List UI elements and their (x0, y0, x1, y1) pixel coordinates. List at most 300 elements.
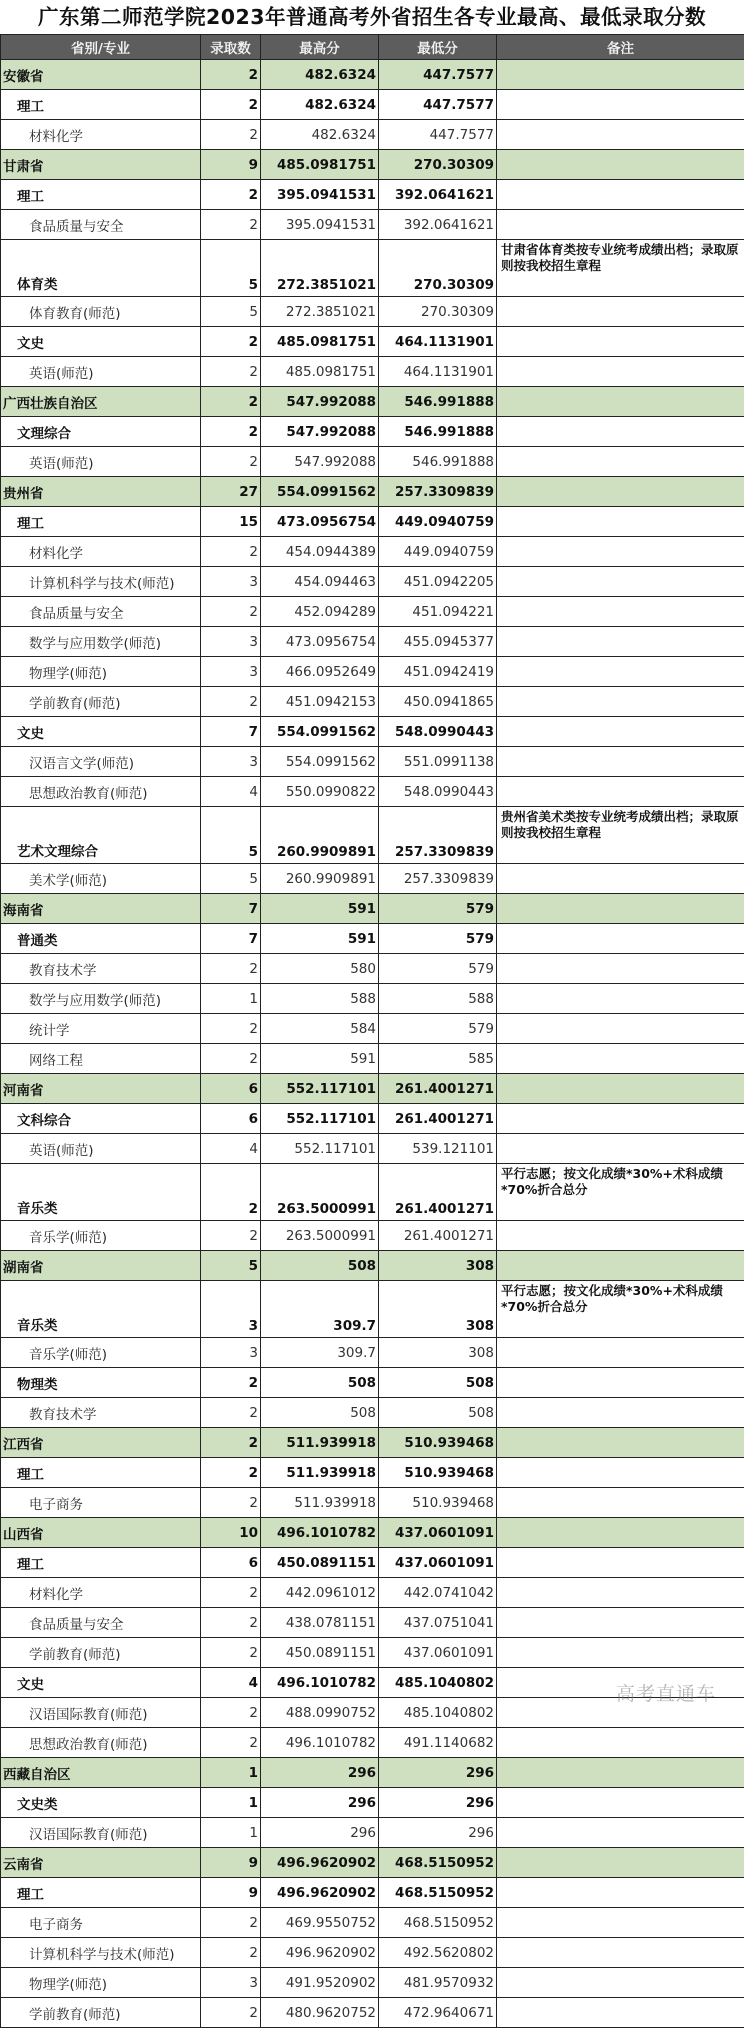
major-row (1, 1044, 744, 1074)
row-name-cell: 物理学(师范) (1, 1968, 201, 1998)
row-name-cell: 材料化学 (1, 537, 201, 567)
row-max-score-cell: 554.0991562 (261, 747, 379, 777)
row-max-score-cell: 485.0981751 (261, 357, 379, 387)
major-row (1, 627, 744, 657)
major-row (1, 1728, 744, 1758)
row-count-cell: 3 (201, 1338, 261, 1368)
row-name-cell: 食品质量与安全 (1, 1608, 201, 1638)
row-min-score-cell: 510.939468 (379, 1458, 497, 1488)
row-min-score-cell: 508 (379, 1368, 497, 1398)
row-count-cell: 2 (201, 1221, 261, 1251)
row-count-cell: 5 (201, 1251, 261, 1281)
row-count-cell: 2 (201, 1488, 261, 1518)
row-remark-cell (497, 447, 744, 477)
row-min-score-cell: 261.4001271 (379, 1074, 497, 1104)
row-name-cell: 物理学(师范) (1, 657, 201, 687)
row-name-cell: 湖南省 (1, 1251, 201, 1281)
row-max-score-cell: 482.6324 (261, 120, 379, 150)
row-remark-cell (497, 180, 744, 210)
row-remark-cell: 平行志愿；按文化成绩*30%+术科成绩*70%折合总分 (497, 1281, 744, 1338)
row-name-cell: 食品质量与安全 (1, 210, 201, 240)
row-count-cell: 2 (201, 90, 261, 120)
row-name-cell: 音乐类 (1, 1164, 201, 1221)
row-remark-cell (497, 1104, 744, 1134)
row-name-cell: 贵州省 (1, 477, 201, 507)
row-min-score-cell: 449.0940759 (379, 507, 497, 537)
row-name-cell: 汉语国际教育(师范) (1, 1698, 201, 1728)
row-min-score-cell: 451.0942205 (379, 567, 497, 597)
row-remark-cell (497, 1968, 744, 1998)
province-row (1, 894, 744, 924)
major-row (1, 537, 744, 567)
row-remark-cell (497, 1818, 744, 1848)
major-row (1, 447, 744, 477)
row-min-score-cell: 464.1131901 (379, 357, 497, 387)
row-count-cell: 2 (201, 1428, 261, 1458)
row-max-score-cell: 482.6324 (261, 90, 379, 120)
row-max-score-cell: 584 (261, 1014, 379, 1044)
row-min-score-cell: 510.939468 (379, 1428, 497, 1458)
row-count-cell: 2 (201, 1044, 261, 1074)
row-count-cell: 2 (201, 1164, 261, 1221)
page-title: 广东第二师范学院2023年普通高考外省招生各专业最高、最低录取分数 (0, 0, 744, 34)
category-row (1, 507, 744, 537)
row-min-score-cell: 270.30309 (379, 297, 497, 327)
row-remark-cell (497, 477, 744, 507)
row-max-score-cell: 496.9620902 (261, 1848, 379, 1878)
province-row (1, 1074, 744, 1104)
row-max-score-cell: 469.9550752 (261, 1908, 379, 1938)
row-remark-cell (497, 1908, 744, 1938)
major-row (1, 1968, 744, 1998)
row-min-score-cell: 296 (379, 1788, 497, 1818)
province-row (1, 1518, 744, 1548)
row-min-score-cell: 270.30309 (379, 240, 497, 297)
row-count-cell: 2 (201, 1938, 261, 1968)
row-count-cell: 2 (201, 1698, 261, 1728)
row-remark-cell (497, 1428, 744, 1458)
row-name-cell: 电子商务 (1, 1488, 201, 1518)
row-remark-cell (497, 210, 744, 240)
row-min-score-cell: 539.121101 (379, 1134, 497, 1164)
row-min-score-cell: 447.7577 (379, 60, 497, 90)
row-min-score-cell: 481.9570932 (379, 1968, 497, 1998)
row-count-cell: 1 (201, 1788, 261, 1818)
category-row (1, 417, 744, 447)
row-name-cell: 计算机科学与技术(师范) (1, 567, 201, 597)
major-row (1, 657, 744, 687)
row-remark-cell (497, 1548, 744, 1578)
row-max-score-cell: 442.0961012 (261, 1578, 379, 1608)
row-remark-cell (497, 120, 744, 150)
major-row (1, 210, 744, 240)
row-count-cell: 5 (201, 807, 261, 864)
row-name-cell: 山西省 (1, 1518, 201, 1548)
row-max-score-cell: 496.1010782 (261, 1668, 379, 1698)
row-max-score-cell: 473.0956754 (261, 507, 379, 537)
row-max-score-cell: 508 (261, 1368, 379, 1398)
category-row (1, 1368, 744, 1398)
province-row (1, 150, 744, 180)
major-row (1, 1488, 744, 1518)
row-min-score-cell: 485.1040802 (379, 1698, 497, 1728)
row-name-cell: 艺术文理综合 (1, 807, 201, 864)
major-row (1, 1014, 744, 1044)
header-min-score: 最低分 (379, 35, 497, 60)
row-max-score-cell: 552.117101 (261, 1134, 379, 1164)
row-min-score-cell: 485.1040802 (379, 1668, 497, 1698)
row-count-cell: 3 (201, 627, 261, 657)
watermark: 高考直通车 (616, 1679, 716, 1706)
row-count-cell: 7 (201, 924, 261, 954)
row-remark-cell (497, 1638, 744, 1668)
row-remark-cell (497, 90, 744, 120)
row-name-cell: 体育类 (1, 240, 201, 297)
row-max-score-cell: 496.9620902 (261, 1878, 379, 1908)
row-remark-cell (497, 687, 744, 717)
row-remark-cell (497, 777, 744, 807)
row-max-score-cell: 580 (261, 954, 379, 984)
row-remark-cell (497, 657, 744, 687)
header-remark: 备注 (497, 35, 744, 60)
row-min-score-cell: 492.5620802 (379, 1938, 497, 1968)
row-min-score-cell: 579 (379, 924, 497, 954)
row-max-score-cell: 547.992088 (261, 387, 379, 417)
row-max-score-cell: 552.117101 (261, 1074, 379, 1104)
province-row (1, 1848, 744, 1878)
row-name-cell: 统计学 (1, 1014, 201, 1044)
major-row (1, 747, 744, 777)
row-name-cell: 数学与应用数学(师范) (1, 627, 201, 657)
row-remark-cell (497, 537, 744, 567)
row-max-score-cell: 511.939918 (261, 1458, 379, 1488)
row-min-score-cell: 437.0751041 (379, 1608, 497, 1638)
row-name-cell: 物理类 (1, 1368, 201, 1398)
row-min-score-cell: 308 (379, 1338, 497, 1368)
row-min-score-cell: 588 (379, 984, 497, 1014)
row-max-score-cell: 466.0952649 (261, 657, 379, 687)
row-max-score-cell: 511.939918 (261, 1488, 379, 1518)
category-row (1, 180, 744, 210)
row-min-score-cell: 437.0601091 (379, 1518, 497, 1548)
row-min-score-cell: 257.3309839 (379, 477, 497, 507)
row-name-cell: 海南省 (1, 894, 201, 924)
row-name-cell: 云南省 (1, 1848, 201, 1878)
category-row (1, 240, 744, 297)
row-count-cell: 2 (201, 537, 261, 567)
row-max-score-cell: 491.9520902 (261, 1968, 379, 1998)
row-max-score-cell: 496.9620902 (261, 1938, 379, 1968)
row-max-score-cell: 296 (261, 1818, 379, 1848)
row-remark-cell (497, 1368, 744, 1398)
major-row (1, 297, 744, 327)
major-row (1, 567, 744, 597)
row-name-cell: 学前教育(师范) (1, 1638, 201, 1668)
row-min-score-cell: 261.4001271 (379, 1221, 497, 1251)
row-name-cell: 美术学(师范) (1, 864, 201, 894)
row-count-cell: 2 (201, 210, 261, 240)
row-max-score-cell: 263.5000991 (261, 1221, 379, 1251)
row-min-score-cell: 585 (379, 1044, 497, 1074)
row-remark-cell (497, 984, 744, 1014)
row-min-score-cell: 437.0601091 (379, 1548, 497, 1578)
category-row (1, 1164, 744, 1221)
row-name-cell: 理工 (1, 180, 201, 210)
row-max-score-cell: 309.7 (261, 1338, 379, 1368)
row-min-score-cell: 579 (379, 894, 497, 924)
major-row (1, 777, 744, 807)
major-row (1, 1818, 744, 1848)
row-count-cell: 2 (201, 180, 261, 210)
row-name-cell: 普通类 (1, 924, 201, 954)
row-remark-cell (497, 747, 744, 777)
row-name-cell: 英语(师范) (1, 447, 201, 477)
province-row (1, 477, 744, 507)
row-min-score-cell: 491.1140682 (379, 1728, 497, 1758)
row-max-score-cell: 454.0944389 (261, 537, 379, 567)
row-remark-cell (497, 1221, 744, 1251)
row-max-score-cell: 554.0991562 (261, 717, 379, 747)
row-count-cell: 1 (201, 984, 261, 1014)
row-min-score-cell: 546.991888 (379, 387, 497, 417)
row-min-score-cell: 579 (379, 954, 497, 984)
row-count-cell: 4 (201, 1134, 261, 1164)
province-row (1, 1758, 744, 1788)
row-name-cell: 音乐类 (1, 1281, 201, 1338)
row-count-cell: 3 (201, 657, 261, 687)
row-max-score-cell: 260.9909891 (261, 864, 379, 894)
row-count-cell: 1 (201, 1818, 261, 1848)
row-min-score-cell: 455.0945377 (379, 627, 497, 657)
row-count-cell: 15 (201, 507, 261, 537)
row-name-cell: 河南省 (1, 1074, 201, 1104)
row-remark-cell (497, 1074, 744, 1104)
row-name-cell: 文史类 (1, 1788, 201, 1818)
table-header-row (1, 35, 744, 60)
category-row (1, 1281, 744, 1338)
row-max-score-cell: 272.3851021 (261, 240, 379, 297)
row-min-score-cell: 261.4001271 (379, 1104, 497, 1134)
row-count-cell: 5 (201, 864, 261, 894)
row-name-cell: 文史 (1, 717, 201, 747)
row-count-cell: 9 (201, 1848, 261, 1878)
row-remark-cell (497, 1728, 744, 1758)
row-remark-cell (497, 1758, 744, 1788)
row-count-cell: 3 (201, 567, 261, 597)
major-row (1, 687, 744, 717)
row-min-score-cell: 450.0941865 (379, 687, 497, 717)
row-min-score-cell: 392.0641621 (379, 210, 497, 240)
row-name-cell: 西藏自治区 (1, 1758, 201, 1788)
row-name-cell: 理工 (1, 1548, 201, 1578)
province-row (1, 1251, 744, 1281)
row-max-score-cell: 508 (261, 1398, 379, 1428)
row-count-cell: 2 (201, 597, 261, 627)
row-name-cell: 学前教育(师范) (1, 1998, 201, 2028)
row-count-cell: 27 (201, 477, 261, 507)
row-remark-cell (497, 1251, 744, 1281)
row-name-cell: 文理综合 (1, 417, 201, 447)
category-row (1, 90, 744, 120)
row-min-score-cell: 442.0741042 (379, 1578, 497, 1608)
row-min-score-cell: 447.7577 (379, 120, 497, 150)
row-max-score-cell: 591 (261, 924, 379, 954)
row-count-cell: 5 (201, 240, 261, 297)
major-row (1, 864, 744, 894)
row-name-cell: 音乐学(师范) (1, 1338, 201, 1368)
province-row (1, 60, 744, 90)
row-remark-cell (497, 507, 744, 537)
row-count-cell: 2 (201, 417, 261, 447)
row-name-cell: 江西省 (1, 1428, 201, 1458)
row-count-cell: 2 (201, 1998, 261, 2028)
major-row (1, 954, 744, 984)
row-min-score-cell: 548.0990443 (379, 717, 497, 747)
row-remark-cell (497, 150, 744, 180)
row-count-cell: 5 (201, 297, 261, 327)
row-max-score-cell: 550.0990822 (261, 777, 379, 807)
row-min-score-cell: 451.0942419 (379, 657, 497, 687)
row-max-score-cell: 547.992088 (261, 417, 379, 447)
row-max-score-cell: 488.0990752 (261, 1698, 379, 1728)
row-min-score-cell: 308 (379, 1251, 497, 1281)
row-remark-cell: 甘肃省体育类按专业统考成绩出档；录取原则按我校招生章程 (497, 240, 744, 297)
row-count-cell: 2 (201, 954, 261, 984)
row-name-cell: 数学与应用数学(师范) (1, 984, 201, 1014)
row-name-cell: 理工 (1, 1458, 201, 1488)
row-name-cell: 广西壮族自治区 (1, 387, 201, 417)
major-row (1, 1638, 744, 1668)
category-row (1, 924, 744, 954)
row-count-cell: 6 (201, 1104, 261, 1134)
row-max-score-cell: 485.0981751 (261, 327, 379, 357)
row-name-cell: 体育教育(师范) (1, 297, 201, 327)
row-name-cell: 英语(师范) (1, 1134, 201, 1164)
row-min-score-cell: 468.5150952 (379, 1848, 497, 1878)
row-count-cell: 2 (201, 1458, 261, 1488)
row-remark-cell (497, 60, 744, 90)
row-count-cell: 2 (201, 1908, 261, 1938)
row-count-cell: 2 (201, 1014, 261, 1044)
row-name-cell: 计算机科学与技术(师范) (1, 1938, 201, 1968)
row-name-cell: 理工 (1, 507, 201, 537)
row-name-cell: 理工 (1, 90, 201, 120)
row-min-score-cell: 257.3309839 (379, 864, 497, 894)
row-count-cell: 2 (201, 687, 261, 717)
row-count-cell: 2 (201, 357, 261, 387)
province-row (1, 387, 744, 417)
row-min-score-cell: 548.0990443 (379, 777, 497, 807)
category-row (1, 807, 744, 864)
row-max-score-cell: 482.6324 (261, 60, 379, 90)
row-count-cell: 2 (201, 60, 261, 90)
row-remark-cell (497, 1488, 744, 1518)
row-count-cell: 4 (201, 1668, 261, 1698)
row-min-score-cell: 449.0940759 (379, 537, 497, 567)
row-name-cell: 音乐学(师范) (1, 1221, 201, 1251)
row-max-score-cell: 450.0891151 (261, 1548, 379, 1578)
row-name-cell: 材料化学 (1, 120, 201, 150)
row-remark-cell (497, 1998, 744, 2028)
row-remark-cell (497, 1608, 744, 1638)
row-min-score-cell: 468.5150952 (379, 1908, 497, 1938)
major-row (1, 597, 744, 627)
row-remark-cell (497, 894, 744, 924)
row-max-score-cell: 451.0942153 (261, 687, 379, 717)
row-name-cell: 学前教育(师范) (1, 687, 201, 717)
row-remark-cell (497, 954, 744, 984)
row-count-cell: 1 (201, 1758, 261, 1788)
row-min-score-cell: 392.0641621 (379, 180, 497, 210)
row-remark-cell (497, 1044, 744, 1074)
row-remark-cell (497, 1338, 744, 1368)
row-min-score-cell: 546.991888 (379, 447, 497, 477)
row-name-cell: 电子商务 (1, 1908, 201, 1938)
row-max-score-cell: 547.992088 (261, 447, 379, 477)
row-remark-cell (497, 357, 744, 387)
row-count-cell: 2 (201, 1638, 261, 1668)
major-row (1, 1608, 744, 1638)
row-name-cell: 汉语言文学(师范) (1, 747, 201, 777)
header-province-major: 省别/专业 (1, 35, 201, 60)
row-remark-cell (497, 627, 744, 657)
row-max-score-cell: 591 (261, 1044, 379, 1074)
row-count-cell: 2 (201, 1398, 261, 1428)
row-min-score-cell: 261.4001271 (379, 1164, 497, 1221)
row-count-cell: 7 (201, 894, 261, 924)
row-name-cell: 材料化学 (1, 1578, 201, 1608)
row-remark-cell (497, 417, 744, 447)
row-count-cell: 6 (201, 1548, 261, 1578)
row-name-cell: 文史 (1, 1668, 201, 1698)
row-min-score-cell: 546.991888 (379, 417, 497, 447)
admission-score-table (0, 34, 744, 2028)
row-max-score-cell: 591 (261, 894, 379, 924)
row-max-score-cell: 309.7 (261, 1281, 379, 1338)
row-remark-cell (497, 1848, 744, 1878)
major-row (1, 357, 744, 387)
row-count-cell: 2 (201, 1728, 261, 1758)
row-min-score-cell: 270.30309 (379, 150, 497, 180)
row-max-score-cell: 296 (261, 1758, 379, 1788)
row-name-cell: 教育技术学 (1, 1398, 201, 1428)
row-remark-cell (497, 597, 744, 627)
row-remark-cell (497, 864, 744, 894)
row-name-cell: 文科综合 (1, 1104, 201, 1134)
row-max-score-cell: 438.0781151 (261, 1608, 379, 1638)
row-name-cell: 英语(师范) (1, 357, 201, 387)
row-max-score-cell: 260.9909891 (261, 807, 379, 864)
row-name-cell: 安徽省 (1, 60, 201, 90)
row-remark-cell (497, 1458, 744, 1488)
row-remark-cell (497, 1788, 744, 1818)
row-remark-cell (497, 1578, 744, 1608)
row-name-cell: 甘肃省 (1, 150, 201, 180)
row-remark-cell (497, 1134, 744, 1164)
row-count-cell: 9 (201, 150, 261, 180)
major-row (1, 1938, 744, 1968)
row-count-cell: 4 (201, 777, 261, 807)
row-max-score-cell: 452.094289 (261, 597, 379, 627)
row-min-score-cell: 579 (379, 1014, 497, 1044)
row-remark-cell: 平行志愿；按文化成绩*30%+术科成绩*70%折合总分 (497, 1164, 744, 1221)
row-max-score-cell: 395.0941531 (261, 210, 379, 240)
row-max-score-cell: 272.3851021 (261, 297, 379, 327)
row-count-cell: 2 (201, 1368, 261, 1398)
row-count-cell: 2 (201, 1578, 261, 1608)
row-min-score-cell: 437.0601091 (379, 1638, 497, 1668)
category-row (1, 1788, 744, 1818)
